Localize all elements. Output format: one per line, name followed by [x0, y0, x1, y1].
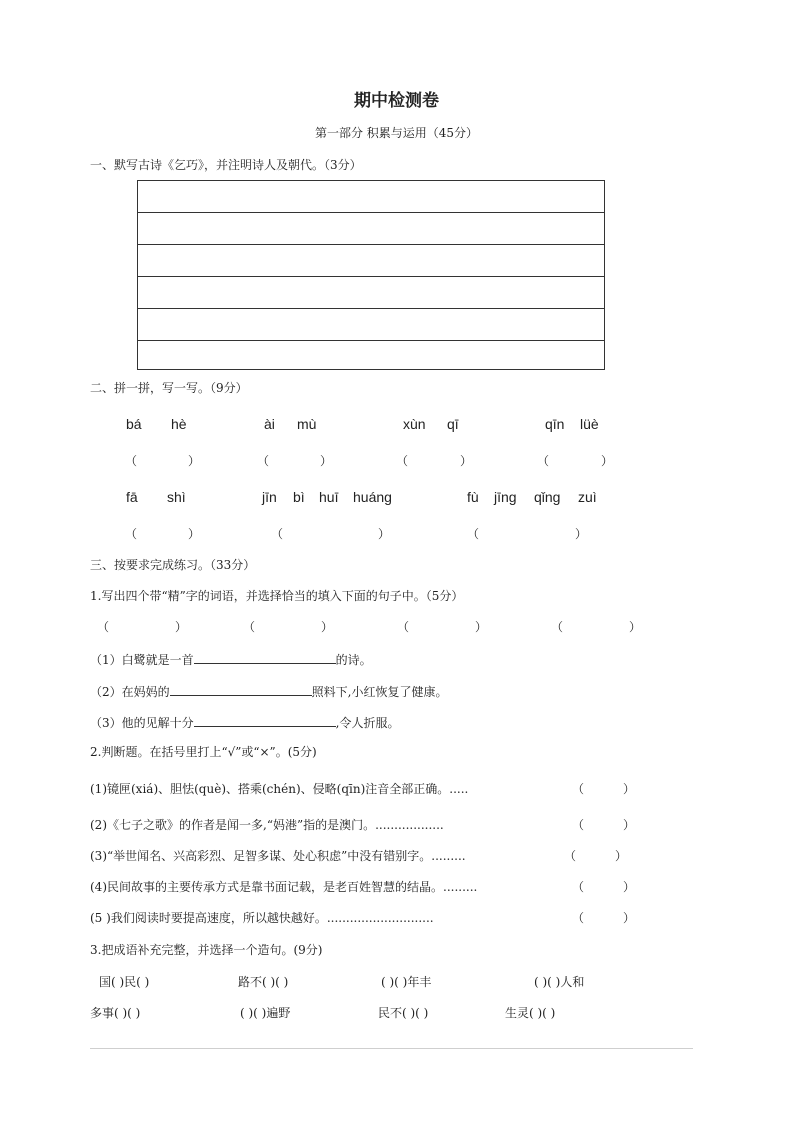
answer-close-paren: ） [623, 818, 636, 832]
answer-close-paren: ） [629, 620, 642, 634]
pinyin: bá [126, 416, 142, 432]
idiom-blank[interactable]: ( )( )遍野 [240, 1006, 291, 1020]
answer-close-paren: ） [188, 454, 201, 468]
answer-open-paren: （ [97, 620, 110, 634]
pinyin: qīn [545, 416, 565, 432]
answer-close-paren: ） [460, 454, 473, 468]
answer-open-paren[interactable]: （ [572, 782, 585, 796]
q1-sentence-3: （3）他的见解十分 ,令人折服。 [90, 713, 399, 731]
pinyin: jīn [262, 489, 277, 505]
q1-prompt: 1.写出四个带“精”字的词语，并选择恰当的填入下面的句子中。（5分） [90, 589, 464, 603]
answer-open-paren: （ [467, 527, 480, 541]
answer-open-paren: （ [551, 620, 564, 634]
idiom-blank[interactable]: 多事( )( ) [90, 1006, 141, 1020]
idiom-blank[interactable]: 国( )民( ) [99, 975, 150, 989]
pinyin: qī [447, 416, 459, 432]
poem-line-1[interactable] [138, 181, 604, 213]
answer-close-paren: ） [175, 620, 188, 634]
pinyin: bì [293, 489, 305, 505]
fill-blank[interactable] [194, 713, 336, 727]
pinyin: fù [467, 489, 479, 505]
answer-close-paren: ） [378, 527, 391, 541]
poem-line-3[interactable] [138, 245, 604, 277]
part-subtitle: 第一部分 积累与运用（45分） [314, 126, 479, 140]
answer-close-paren: ） [320, 454, 333, 468]
poem-line-4[interactable] [138, 277, 604, 309]
answer-open-paren[interactable]: （ [572, 911, 585, 925]
answer-close-paren: ） [475, 620, 488, 634]
answer-open-paren: （ [537, 454, 550, 468]
q2-prompt: 2.判断题。在括号里打上“√”或“×”。(5分) [90, 745, 317, 759]
answer-close-paren: ） [623, 911, 636, 925]
answer-open-paren: （ [257, 454, 270, 468]
poem-line-6[interactable] [138, 341, 604, 373]
page-title: 期中检测卷 [354, 91, 439, 111]
pinyin: lüè [580, 416, 599, 432]
footer-divider [90, 1048, 693, 1049]
pinyin: xùn [403, 416, 426, 432]
pinyin: jīng [494, 489, 517, 505]
answer-open-paren: （ [396, 454, 409, 468]
pinyin: hè [171, 416, 187, 432]
poem-line-5[interactable] [138, 309, 604, 341]
pinyin: mù [297, 416, 317, 432]
answer-open-paren[interactable]: （ [572, 818, 585, 832]
fill-blank[interactable] [194, 650, 336, 664]
pinyin: huáng [353, 489, 392, 505]
idiom-blank[interactable]: ( )( )人和 [534, 975, 585, 989]
idiom-blank[interactable]: ( )( )年丰 [381, 975, 432, 989]
q1-sentence-2: （2）在妈妈的 照料下,小红恢复了健康。 [90, 682, 447, 700]
answer-open-paren: （ [397, 620, 410, 634]
judge-item: (5 )我们阅读时要提高速度，所以越快越好。............................ [90, 911, 434, 925]
answer-open-paren[interactable]: （ [564, 849, 577, 863]
poem-writing-grid [137, 180, 605, 370]
pinyin: shì [167, 489, 186, 505]
pinyin: qǐng [534, 489, 561, 505]
q3-prompt: 3.把成语补充完整，并选择一个造句。(9分) [90, 943, 323, 957]
answer-close-paren: ） [321, 620, 334, 634]
pinyin: zuì [578, 489, 597, 505]
idiom-blank[interactable]: 路不( )( ) [238, 975, 289, 989]
section1-heading: 一、默写古诗《乞巧》，并注明诗人及朝代。（3分） [90, 158, 362, 172]
idiom-blank[interactable]: 民不( )( ) [378, 1006, 429, 1020]
answer-close-paren: ） [623, 782, 636, 796]
answer-close-paren: ） [615, 849, 628, 863]
poem-line-2[interactable] [138, 213, 604, 245]
judge-item: (4)民间故事的主要传承方式是靠书面记载，是老百姓智慧的结晶。......... [90, 880, 478, 894]
answer-open-paren[interactable]: （ [572, 880, 585, 894]
answer-close-paren: ） [601, 454, 614, 468]
pinyin: huī [319, 489, 339, 505]
idiom-blank[interactable]: 生灵( )( ) [505, 1006, 556, 1020]
answer-close-paren: ） [623, 880, 636, 894]
section3-heading: 三、按要求完成练习。（33分） [90, 558, 256, 572]
pinyin: fā [126, 489, 138, 505]
section2-heading: 二、拼一拼，写一写。（9分） [90, 381, 248, 395]
judge-item: (1)镜匣(xiá)、胆怯(què)、搭乘(chén)、侵略(qīn)注音全部正确。..... [90, 782, 469, 796]
answer-close-paren: ） [575, 527, 588, 541]
answer-close-paren: ） [188, 527, 201, 541]
fill-blank[interactable] [170, 682, 312, 696]
answer-open-paren: （ [243, 620, 256, 634]
pinyin: ài [264, 416, 275, 432]
judge-item: (2)《七子之歌》的作者是闻一多,“妈港”指的是澳门。.................. [90, 818, 444, 832]
answer-open-paren: （ [125, 527, 138, 541]
judge-item: (3)“举世闻名、兴高彩烈、足智多谋、处心积虑”中没有错别字。......... [90, 849, 466, 863]
q1-sentence-1: （1）白鹭就是一首 的诗。 [90, 650, 372, 668]
answer-open-paren: （ [271, 527, 284, 541]
answer-open-paren: （ [125, 454, 138, 468]
